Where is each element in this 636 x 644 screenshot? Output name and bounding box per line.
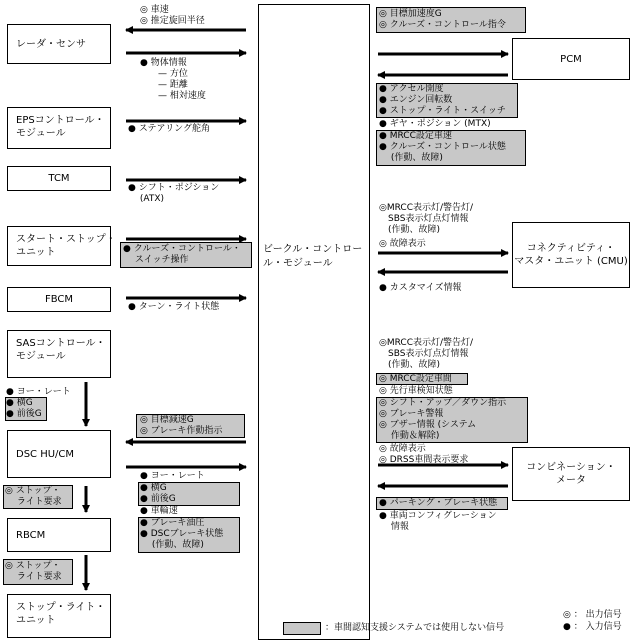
signal-pcm-to-vcm-gear: ● ギヤ・ポジション (MTX) bbox=[379, 119, 491, 129]
stop-light-unit-box bbox=[7, 594, 111, 638]
signal-dsc-to-vcm-wheel: ● 車輪速 bbox=[140, 506, 178, 516]
pcm-box bbox=[512, 38, 630, 80]
fbcm-label: FBCM bbox=[44, 294, 74, 305]
signal-yaw-rate-sas: ● ヨー・レート bbox=[6, 387, 71, 397]
signal-vcm-to-radar: ◎ 車速 ◎ 推定旋回半径 bbox=[140, 5, 205, 26]
dsc-hucm-box bbox=[7, 430, 111, 478]
signal-tcm-to-vcm: ● シフト・ポジション (ATX) bbox=[128, 183, 220, 204]
signal-vcm-to-combi-shift: ◎ シフト・アップ／ダウン指示 ◎ ブレーキ警報 ◎ ブザー情報 (システム 作動＆解除) bbox=[379, 398, 507, 441]
cmu-label: コネクティビティ・ マスタ・ユニット (CMU) bbox=[514, 243, 628, 267]
signal-sas-to-dsc: ● 横G ● 前後G bbox=[6, 398, 42, 419]
sas-module-box bbox=[7, 330, 111, 378]
signal-pcm-to-vcm-1: ● アクセル開度 ● エンジン回転数 ● ストップ・ライト・スイッチ bbox=[379, 84, 506, 116]
cmu-box bbox=[512, 222, 630, 288]
signal-start-stop-to-vcm: ● クルーズ・コントロール・ スイッチ操作 bbox=[123, 244, 241, 265]
legend-grey-note: ：車間認知支援システムでは使用しない信号 bbox=[325, 623, 505, 633]
vcm-label: ビークル・コントロー ル・モジュール bbox=[263, 244, 363, 269]
signal-dsc-to-vcm-brake: ● ブレーキ油圧 ● DSCブレーキ状態 (作動、故障) bbox=[140, 518, 224, 550]
signal-vcm-to-combi-mrcc: ◎ MRCC設定車間 bbox=[379, 374, 452, 384]
signal-vcm-to-cmu-fault: ◎ 故障表示 bbox=[379, 239, 426, 249]
start-stop-unit-label: スタート・ストップ・ ユニット bbox=[16, 234, 116, 258]
dsc-hucm-label: DSC HU/CM bbox=[16, 448, 75, 460]
signal-cmu-to-vcm: ● カスタマイズ情報 bbox=[379, 283, 462, 293]
signal-vcm-to-cmu: ◎MRCC表示灯/警告灯/ SBS表示灯点灯情報 (作動、故障) bbox=[379, 203, 474, 235]
radar-sensor-box bbox=[7, 24, 111, 64]
signal-radar-to-vcm: ● 物体情報 — 方位 — 距離 — 相対速度 bbox=[140, 58, 206, 101]
legend-grey-swatch bbox=[283, 622, 321, 635]
pcm-label: PCM bbox=[560, 53, 582, 65]
signal-rbcm-to-stop: ◎ ストップ・ ライト要求 bbox=[5, 561, 62, 582]
combination-meter-box bbox=[512, 447, 630, 501]
tcm-box bbox=[7, 166, 111, 191]
signal-combi-to-vcm-config: ● 車両コンフィグレーション 情報 bbox=[379, 511, 497, 532]
signal-fbcm-to-vcm: ● ターン・ライト状態 bbox=[128, 302, 220, 312]
signal-combi-to-vcm-parking: ● パーキング・ブレーキ状態 bbox=[379, 498, 498, 508]
combination-meter-label: コンビネーション・ メータ bbox=[526, 462, 616, 486]
signal-dsc-to-rbcm: ◎ ストップ・ ライト要求 bbox=[5, 486, 62, 507]
rbcm-box bbox=[7, 518, 111, 552]
signal-vcm-to-dsc: ◎ 目標減速G ◎ ブレーキ作動指示 bbox=[140, 415, 223, 436]
sas-module-label: SASコントロール・ モジュール bbox=[16, 338, 106, 362]
signal-eps-to-vcm: ● ステアリング舵角 bbox=[128, 124, 210, 134]
eps-module-box bbox=[7, 107, 111, 149]
signal-vcm-to-combi-fault: ◎ 故障表示 ◎ DRSS車間表示要求 bbox=[379, 444, 469, 465]
vcm-box bbox=[258, 4, 370, 640]
stop-light-unit-label: ストップ・ライト・ ユニット bbox=[16, 602, 106, 626]
legend-output: ◎ ： 出力信号 bbox=[563, 610, 622, 620]
start-stop-unit-box bbox=[7, 226, 116, 266]
tcm-label: TCM bbox=[48, 173, 70, 184]
signal-dsc-to-vcm-g: ● 横G ● 前後G bbox=[140, 483, 176, 504]
eps-module-label: EPSコントロール・ モジュール bbox=[16, 115, 105, 139]
signal-vcm-to-combi-detect: ◎ 先行車検知状態 bbox=[379, 386, 453, 396]
signal-vcm-to-pcm: ◎ 目標加速度G ◎ クルーズ・コントロール指令 bbox=[379, 9, 506, 30]
rbcm-label: RBCM bbox=[16, 529, 46, 541]
signal-pcm-to-vcm-2: ● MRCC設定車速 ● クルーズ・コントロール状態 (作動、故障) bbox=[379, 131, 506, 163]
signal-dsc-to-vcm-yaw: ● ヨー・レート bbox=[140, 471, 205, 481]
signal-vcm-to-combi-1: ◎MRCC表示灯/警告灯/ SBS表示灯点灯情報 (作動、故障) bbox=[379, 338, 474, 370]
fbcm-box bbox=[7, 287, 111, 312]
radar-sensor-label: レーダ・センサ bbox=[16, 38, 86, 50]
legend-input: ● ： 入力信号 bbox=[563, 622, 622, 632]
